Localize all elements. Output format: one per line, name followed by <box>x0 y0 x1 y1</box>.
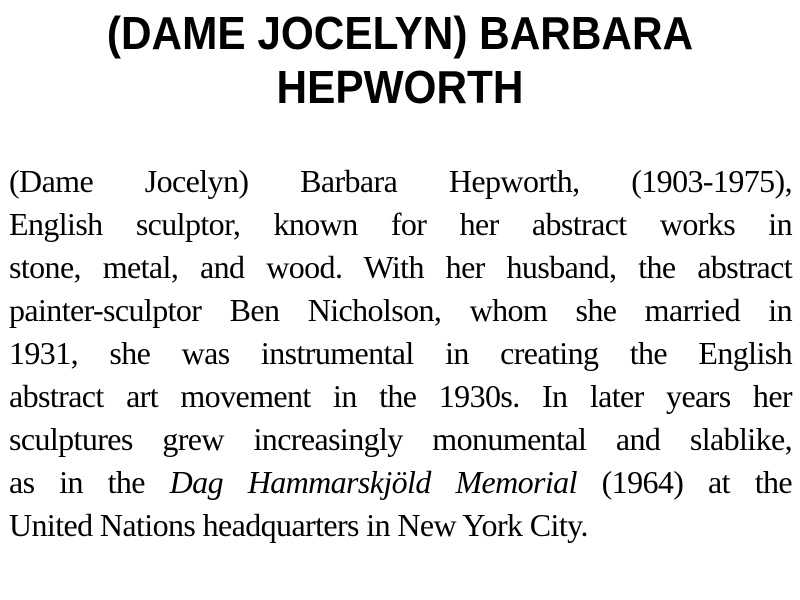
body-line: stone, metal, and wood. With her husband, the abstract <box>9 249 792 285</box>
body-paragraph <box>9 160 792 547</box>
body-line: abstract art movement in the 1930s. In later years her <box>9 378 792 414</box>
body-line: (Dame Jocelyn) Barbara Hepworth, (1903-1975), <box>9 163 792 199</box>
title-line-2: HEPWORTH <box>276 61 524 113</box>
body-line <box>9 461 792 504</box>
line-prefix: as in the <box>9 464 170 500</box>
body-line: sculptures grew increasingly monumental and slablike, <box>9 421 792 457</box>
line-suffix: (1964) at the <box>576 464 792 500</box>
body-line: painter-sculptor Ben Nicholson, whom she married in <box>9 292 792 328</box>
body-line: English sculptor, known for her abstract works in <box>9 206 792 242</box>
title-line-1: (DAME JOCELYN) BARBARA <box>106 7 694 59</box>
body-line: 1931, she was instrumental in creating the English <box>9 335 792 371</box>
work-title-italic: Dag Hammarskjöld Memorial <box>169 464 577 500</box>
body-line-last: United Nations headquarters in New York City. <box>9 507 588 543</box>
slide-title <box>32 6 768 114</box>
